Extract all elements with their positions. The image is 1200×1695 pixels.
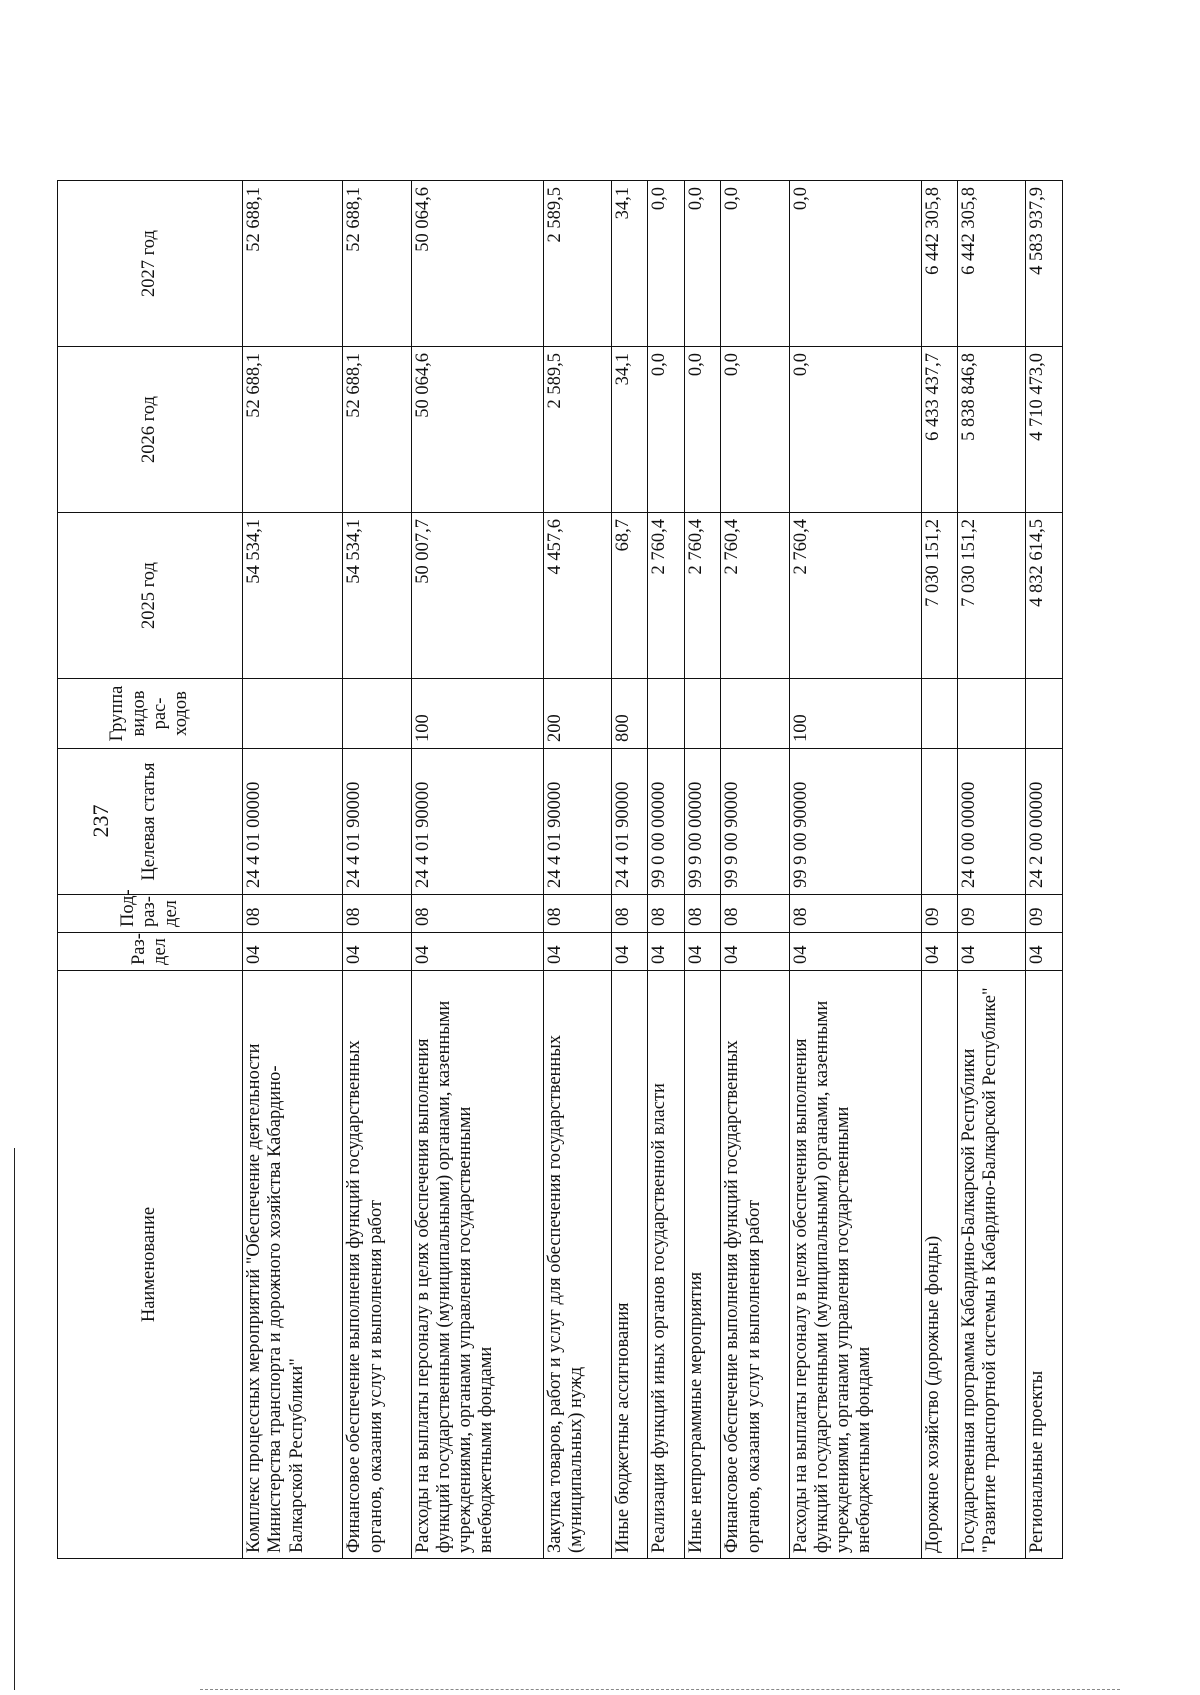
cell-podrazdel: 08	[411, 895, 543, 933]
budget-table	[57, 180, 1063, 1559]
header-razdel: Раз-дел	[58, 933, 243, 971]
cell-podrazdel: 09	[921, 895, 957, 933]
table-row	[612, 181, 648, 1559]
cell-group	[648, 679, 684, 749]
cell-2026: 5 838 846,8	[958, 347, 1026, 513]
cell-razdel: 04	[684, 933, 720, 971]
cell-2025: 7 030 151,2	[921, 513, 957, 679]
cell-razdel: 04	[958, 933, 1026, 971]
cell-podrazdel: 08	[612, 895, 648, 933]
table-row	[648, 181, 684, 1559]
cell-group	[1026, 679, 1063, 749]
cell-2027: 0,0	[648, 181, 684, 347]
cell-2025: 2 760,4	[684, 513, 720, 679]
cell-razdel: 04	[343, 933, 411, 971]
cell-podrazdel: 08	[684, 895, 720, 933]
cell-name: Расходы на выплаты персоналу в целях обеспечения выполнения функций государственными (муниципальными) органами, казенными учреждениями, органами управления государственными внебюджетными фондами	[411, 971, 543, 1559]
cell-name: Иные бюджетные ассигнования	[612, 971, 648, 1559]
cell-2027: 6 442 305,8	[958, 181, 1026, 347]
cell-name: Финансовое обеспечение выполнения функций государственных органов, оказания услуг и выполнения работ	[721, 971, 789, 1559]
cell-2025: 68,7	[612, 513, 648, 679]
header-row	[58, 181, 243, 1559]
cell-2026: 6 433 437,7	[921, 347, 957, 513]
cell-group	[684, 679, 720, 749]
cell-razdel: 04	[648, 933, 684, 971]
cell-group	[721, 679, 789, 749]
cell-podrazdel: 09	[1026, 895, 1063, 933]
table-row	[243, 181, 343, 1559]
cell-2025: 2 760,4	[648, 513, 684, 679]
cell-podrazdel: 08	[789, 895, 921, 933]
cell-razdel: 04	[921, 933, 957, 971]
header-2025: 2025 год	[58, 513, 243, 679]
table-row	[543, 181, 611, 1559]
cell-2026: 34,1	[612, 347, 648, 513]
table-row	[721, 181, 789, 1559]
cell-2027: 6 442 305,8	[921, 181, 957, 347]
cell-group: 100	[411, 679, 543, 749]
cell-podrazdel: 08	[343, 895, 411, 933]
cell-name: Дорожное хозяйство (дорожные фонды)	[921, 971, 957, 1559]
table-row	[343, 181, 411, 1559]
cell-group: 200	[543, 679, 611, 749]
cell-2027: 2 589,5	[543, 181, 611, 347]
cell-2027: 0,0	[721, 181, 789, 347]
table-row	[921, 181, 957, 1559]
cell-target	[921, 749, 957, 895]
cell-name: Государственная программа Кабардино-Балкарской Республики "Развитие транспортной системы в Кабардино-Балкарской Республике"	[958, 971, 1026, 1559]
cell-2026: 4 710 473,0	[1026, 347, 1063, 513]
cell-target: 24 2 00 00000	[1026, 749, 1063, 895]
cell-2025: 54 534,1	[243, 513, 343, 679]
cell-name: Региональные проекты	[1026, 971, 1063, 1559]
cell-2026: 52 688,1	[343, 347, 411, 513]
header-2026: 2026 год	[58, 347, 243, 513]
cell-name: Реализация функций иных органов государственной власти	[648, 971, 684, 1559]
cell-2026: 2 589,5	[543, 347, 611, 513]
table-body	[243, 181, 1063, 1559]
cell-2026: 0,0	[721, 347, 789, 513]
cell-target: 24 4 01 90000	[612, 749, 648, 895]
cell-podrazdel: 09	[958, 895, 1026, 933]
cell-podrazdel: 08	[648, 895, 684, 933]
cell-target: 24 4 01 90000	[543, 749, 611, 895]
cell-razdel: 04	[411, 933, 543, 971]
table-row	[684, 181, 720, 1559]
cell-target: 99 0 00 00000	[648, 749, 684, 895]
header-2027: 2027 год	[58, 181, 243, 347]
cell-2027: 34,1	[612, 181, 648, 347]
cell-2026: 52 688,1	[243, 347, 343, 513]
table-row	[958, 181, 1026, 1559]
cell-razdel: 04	[543, 933, 611, 971]
cell-2026: 50 064,6	[411, 347, 543, 513]
cell-2025: 4 457,6	[543, 513, 611, 679]
cell-name: Закупка товаров, работ и услуг для обеспечения государственных (муниципальных) нужд	[543, 971, 611, 1559]
cell-2025: 7 030 151,2	[958, 513, 1026, 679]
cell-razdel: 04	[1026, 933, 1063, 971]
cell-group	[958, 679, 1026, 749]
header-group: Группа видов рас-ходов	[58, 679, 243, 749]
cell-target: 24 4 01 90000	[411, 749, 543, 895]
cell-name: Иные непрограммные мероприятия	[684, 971, 720, 1559]
cell-target: 24 4 01 00000	[243, 749, 343, 895]
cell-2025: 54 534,1	[343, 513, 411, 679]
cell-group	[921, 679, 957, 749]
cell-group: 100	[789, 679, 921, 749]
cell-name: Расходы на выплаты персоналу в целях обеспечения выполнения функций государственными (муниципальными) органами, казенными учреждениями, органами управления государственными внебюджетными фондами	[789, 971, 921, 1559]
cell-group: 800	[612, 679, 648, 749]
cell-name: Финансовое обеспечение выполнения функций государственных органов, оказания услуг и выполнения работ	[343, 971, 411, 1559]
cell-razdel: 04	[721, 933, 789, 971]
table-row	[789, 181, 921, 1559]
cell-target: 99 9 00 90000	[789, 749, 921, 895]
cell-podrazdel: 08	[721, 895, 789, 933]
cell-podrazdel: 08	[243, 895, 343, 933]
cell-2025: 2 760,4	[721, 513, 789, 679]
cell-razdel: 04	[612, 933, 648, 971]
cell-target: 99 9 00 90000	[721, 749, 789, 895]
cell-2026: 0,0	[789, 347, 921, 513]
cell-group	[343, 679, 411, 749]
cell-2026: 0,0	[648, 347, 684, 513]
cell-target: 24 0 00 00000	[958, 749, 1026, 895]
cell-name: Комплекс процессных мероприятий "Обеспечение деятельности Министерства транспорта и дорожного хозяйства Кабардино-Балкарской Республики"	[243, 971, 343, 1559]
cell-2027: 4 583 937,9	[1026, 181, 1063, 347]
cell-podrazdel: 08	[543, 895, 611, 933]
cell-2026: 0,0	[684, 347, 720, 513]
cell-2027: 50 064,6	[411, 181, 543, 347]
cell-target: 99 9 00 00000	[684, 749, 720, 895]
header-name: Наименование	[58, 971, 243, 1559]
table-row	[1026, 181, 1063, 1559]
cell-2027: 52 688,1	[343, 181, 411, 347]
cell-group	[243, 679, 343, 749]
table-row	[411, 181, 543, 1559]
cell-2025: 2 760,4	[789, 513, 921, 679]
cell-razdel: 04	[789, 933, 921, 971]
cell-2027: 0,0	[684, 181, 720, 347]
cell-razdel: 04	[243, 933, 343, 971]
cell-2027: 0,0	[789, 181, 921, 347]
header-podrazdel: Под-раз-дел	[58, 895, 243, 933]
cell-2027: 52 688,1	[243, 181, 343, 347]
cell-2025: 4 832 614,5	[1026, 513, 1063, 679]
cell-2025: 50 007,7	[411, 513, 543, 679]
page-number: 237	[88, 804, 113, 838]
header-target: Целевая статья	[58, 749, 243, 895]
cell-target: 24 4 01 90000	[343, 749, 411, 895]
